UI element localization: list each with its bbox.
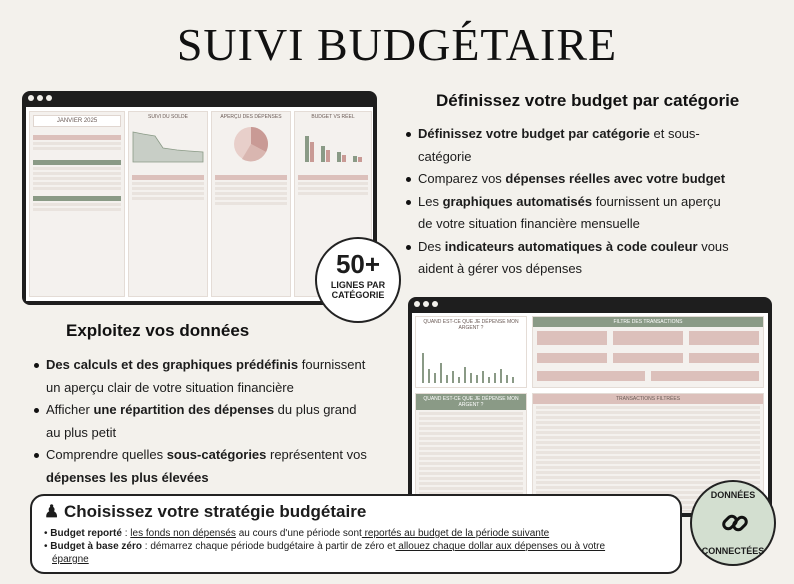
window-dot-icon (432, 301, 438, 307)
bullet-bold: une répartition des dépenses (93, 402, 275, 417)
bullet-item (32, 399, 402, 422)
bullet-continuation: catégorie (418, 148, 472, 164)
bullet-item (404, 168, 784, 191)
strategy-title: Choisissez votre stratégie budgétaire (63, 502, 367, 521)
daily-spending-bar-chart (416, 333, 526, 387)
income-row (132, 187, 204, 190)
bullet-continuation: au plus petit (46, 424, 117, 440)
summary-row (33, 172, 121, 175)
window-controls (28, 95, 52, 101)
transactions-table-title: TRANSACTIONS FILTRÉES (533, 394, 763, 404)
table-row (419, 472, 523, 475)
strategy-underlined: les fonds non dépensés (130, 528, 236, 539)
summary-row (33, 182, 121, 185)
savings-row (298, 192, 368, 195)
table-row (419, 482, 523, 485)
savings-row (298, 182, 368, 185)
strategy-box (30, 494, 682, 574)
summary-header (33, 160, 121, 165)
summary-row (33, 203, 121, 206)
strategy-bold: Budget à base zéro (50, 541, 142, 552)
table-row (419, 417, 523, 420)
window-dot-icon (28, 95, 34, 101)
bullet-continuation: aident à gérer vos dépenses (418, 261, 583, 276)
filter-controls (533, 349, 763, 367)
savings-row (298, 187, 368, 190)
budget-chart-title: BUDGET VS RÉEL (311, 114, 355, 120)
table-row (419, 457, 523, 460)
table-row (419, 467, 523, 470)
savings-header (298, 175, 368, 180)
strategy-text: : (121, 528, 131, 539)
table-row (536, 456, 760, 459)
summary-row (33, 187, 121, 190)
bullet-text: Comprendre quelles (46, 447, 167, 462)
strategy-line: • Budget à base zéro : démarrez chaque période budgétaire à partir de zéro et allouez chaque dollar aux dépenses ou à votre (44, 541, 606, 552)
bullet-continuation: un aperçu clair de votre situation financière (46, 379, 294, 395)
table-row (419, 442, 523, 445)
bullet-bold: Des calculs et des graphiques prédéfinis (46, 357, 299, 372)
badge-line2: CATÉGORIE (331, 290, 385, 300)
bullet-text: fournissent (298, 357, 366, 372)
amount-filter[interactable] (613, 331, 683, 345)
table-row (536, 411, 760, 414)
bullet-item (404, 191, 784, 214)
badge-number: 50+ (335, 249, 381, 279)
table-row (536, 431, 760, 434)
month-label: JANVIER 2025 (33, 115, 121, 127)
window-controls (414, 301, 438, 307)
order-filter[interactable] (651, 371, 759, 381)
expense-row (215, 197, 287, 200)
bullet-continuation: de votre situation financière mensuelle (418, 216, 640, 231)
sort-option[interactable] (689, 331, 759, 345)
account-filter[interactable] (537, 371, 645, 381)
daily-table-title: QUAND EST-CE QUE JE DÉPENSE MON ARGENT ? (416, 394, 526, 410)
badge-line1: LIGNES PAR (330, 280, 386, 290)
window-dot-icon (46, 95, 52, 101)
income-row (132, 182, 204, 185)
bullet-item (404, 236, 784, 259)
strategy-text: : démarrez chaque période budgétaire à partir de zéro et (141, 541, 396, 552)
table-row (419, 487, 523, 490)
filter-controls (533, 327, 763, 349)
table-row (419, 412, 523, 415)
table-row (536, 416, 760, 419)
bullet-item (32, 354, 402, 377)
summary-header (33, 196, 121, 201)
bullet-text: du plus grand (274, 402, 357, 417)
link-icon (720, 508, 750, 545)
table-row (536, 466, 760, 469)
balance-chart-title: SUIVI DU SOLDE (147, 114, 188, 120)
expenses-column (211, 111, 291, 297)
window-dot-icon (423, 301, 429, 307)
strategy-line: • Budget reporté : les fonds non dépensés au cours d'une période sont reportés au budget de la période suivante (44, 528, 550, 539)
table-row (536, 436, 760, 439)
bullet-bold: sous-catégories (166, 447, 267, 462)
expense-row (215, 182, 287, 185)
table-row (536, 446, 760, 449)
page-title: SUIVI BUDGÉTAIRE (176, 19, 618, 70)
category-filter[interactable] (613, 353, 683, 363)
bullet-bold: dépenses réelles avec votre budget (505, 171, 726, 186)
summary-row (33, 167, 121, 170)
filter-panel (532, 316, 764, 388)
table-row (536, 471, 760, 474)
table-row (419, 437, 523, 440)
table-row (419, 432, 523, 435)
table-row (536, 461, 760, 464)
badge-data-bottom: CONNECTÉES (701, 546, 765, 556)
balance-chart (129, 122, 207, 166)
section1-heading: Définissez votre budget par catégorie (436, 91, 740, 110)
bullet-text: Des (418, 238, 445, 254)
table-row (419, 447, 523, 450)
chess-pawn-icon: ♟ (44, 502, 60, 521)
table-row (419, 452, 523, 455)
bullet-text: Les (418, 193, 443, 209)
bullet-text: fournissent un aperçu (592, 193, 721, 209)
date-filter[interactable] (537, 331, 607, 345)
expense-row (215, 192, 287, 195)
bullet-text: Comparez vos (418, 171, 506, 186)
table-row (419, 462, 523, 465)
strategy-underlined: reportés au budget de la période suivante (361, 528, 550, 539)
table-row (419, 422, 523, 425)
window-dot-icon (37, 95, 43, 101)
expense-header (215, 175, 287, 180)
badge-data-top: DONNÉES (710, 490, 756, 500)
bullet-text: représentent vos (266, 447, 367, 462)
expense-row (215, 202, 287, 205)
bullet-item (32, 444, 402, 467)
table-row (536, 451, 760, 454)
expenses-pie-chart (212, 122, 290, 166)
lines-per-category-badge (315, 237, 401, 323)
expense-row (215, 187, 287, 190)
window-dot-icon (414, 301, 420, 307)
table-row (536, 406, 760, 409)
table-row (536, 476, 760, 479)
budget-bar-chart (295, 122, 371, 166)
bullet-bold: Définissez votre budget par catégorie (418, 126, 650, 141)
balance-column (128, 111, 208, 297)
bullet-text: vous (697, 238, 729, 254)
table-row (536, 441, 760, 444)
table-row (536, 421, 760, 424)
summary-row (33, 208, 121, 211)
table-row (419, 477, 523, 480)
summary-row (33, 177, 121, 180)
bullet-bold: graphiques automatisés (442, 193, 593, 209)
bullet-bold: indicateurs automatiques à code couleur (444, 238, 698, 254)
spending-chart-panel (415, 316, 527, 388)
bullet-text: et sous- (649, 126, 700, 141)
filter-title: FILTRE DES TRANSACTIONS (533, 317, 763, 327)
bullet-item (404, 123, 784, 146)
table-row (536, 426, 760, 429)
income-row (132, 192, 204, 195)
bullet-continuation (32, 467, 402, 490)
income-row (132, 197, 204, 200)
strategy-heading (44, 502, 668, 522)
spending-chart-title: QUAND EST-CE QUE JE DÉPENSE MON ARGENT ? (423, 319, 519, 331)
strategy-bold: Budget reporté (50, 528, 122, 539)
expenses-chart-title: APERÇU DES DÉPENSES (220, 114, 282, 120)
income-header (132, 175, 204, 180)
summary-row (33, 142, 121, 145)
subcategory-filter[interactable] (537, 353, 607, 363)
filter-controls (533, 367, 763, 385)
section1-bullets (404, 123, 784, 281)
bullet-text: Afficher (46, 402, 94, 417)
connected-data-badge (690, 480, 776, 566)
table-row (419, 427, 523, 430)
summary-row (33, 147, 121, 150)
bullet-bold: dépenses les plus élevées (46, 469, 209, 485)
section2-bullets (32, 354, 402, 489)
sort-by[interactable] (689, 353, 759, 363)
strategy-underlined: épargne (52, 554, 89, 565)
strategy-underlined: allouez chaque dollar aux dépenses ou à votre (395, 541, 606, 552)
summary-column (29, 111, 125, 297)
strategy-text: au cours d'une période sont (235, 528, 362, 539)
summary-header (33, 135, 121, 140)
section2-heading: Exploitez vos données (66, 321, 250, 340)
